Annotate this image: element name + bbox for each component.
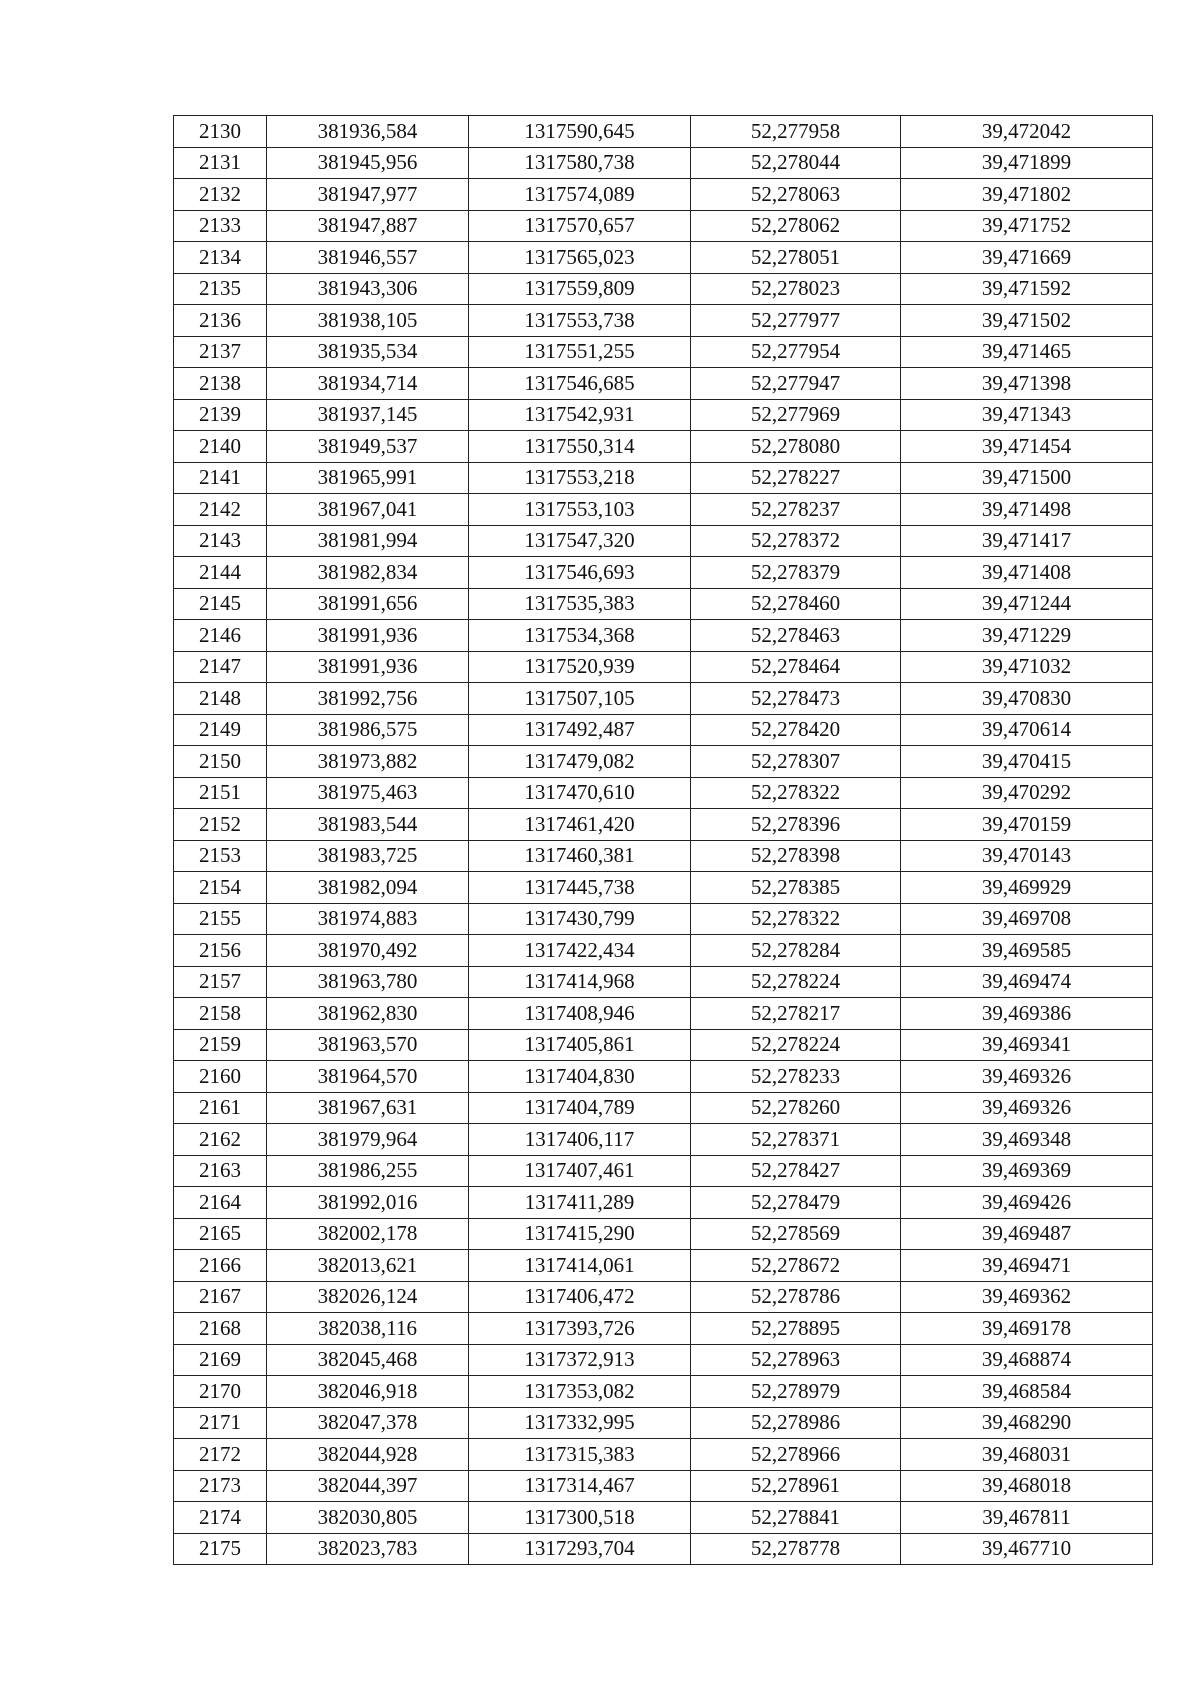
longitude-cell: 39,469386 — [901, 998, 1153, 1030]
y-coordinate-cell: 1317353,082 — [469, 1376, 691, 1408]
longitude-cell: 39,469178 — [901, 1313, 1153, 1345]
table-row — [174, 651, 1153, 683]
y-coordinate-cell: 1317590,645 — [469, 116, 691, 148]
longitude-cell: 39,470415 — [901, 746, 1153, 778]
point-number-cell: 2148 — [174, 683, 267, 715]
y-coordinate-cell: 1317300,518 — [469, 1502, 691, 1534]
longitude-cell: 39,471343 — [901, 399, 1153, 431]
longitude-cell: 39,471752 — [901, 210, 1153, 242]
longitude-cell: 39,471408 — [901, 557, 1153, 589]
table-row — [174, 242, 1153, 274]
x-coordinate-cell: 381945,956 — [267, 147, 469, 179]
latitude-cell: 52,278233 — [691, 1061, 901, 1093]
x-coordinate-cell: 381934,714 — [267, 368, 469, 400]
y-coordinate-cell: 1317542,931 — [469, 399, 691, 431]
y-coordinate-cell: 1317553,103 — [469, 494, 691, 526]
table-row — [174, 872, 1153, 904]
y-coordinate-cell: 1317470,610 — [469, 777, 691, 809]
table-row — [174, 1313, 1153, 1345]
latitude-cell: 52,278284 — [691, 935, 901, 967]
longitude-cell: 39,471398 — [901, 368, 1153, 400]
x-coordinate-cell: 381947,977 — [267, 179, 469, 211]
table-row — [174, 1533, 1153, 1565]
point-number-cell: 2159 — [174, 1029, 267, 1061]
point-number-cell: 2137 — [174, 336, 267, 368]
latitude-cell: 52,278979 — [691, 1376, 901, 1408]
longitude-cell: 39,469326 — [901, 1092, 1153, 1124]
y-coordinate-cell: 1317461,420 — [469, 809, 691, 841]
table-row — [174, 116, 1153, 148]
x-coordinate-cell: 381965,991 — [267, 462, 469, 494]
coordinates-table — [173, 115, 1153, 1565]
y-coordinate-cell: 1317422,434 — [469, 935, 691, 967]
point-number-cell: 2152 — [174, 809, 267, 841]
latitude-cell: 52,278986 — [691, 1407, 901, 1439]
point-number-cell: 2141 — [174, 462, 267, 494]
x-coordinate-cell: 382023,783 — [267, 1533, 469, 1565]
y-coordinate-cell: 1317460,381 — [469, 840, 691, 872]
y-coordinate-cell: 1317411,289 — [469, 1187, 691, 1219]
latitude-cell: 52,278044 — [691, 147, 901, 179]
table-row — [174, 273, 1153, 305]
x-coordinate-cell: 381963,570 — [267, 1029, 469, 1061]
y-coordinate-cell: 1317407,461 — [469, 1155, 691, 1187]
point-number-cell: 2165 — [174, 1218, 267, 1250]
y-coordinate-cell: 1317414,968 — [469, 966, 691, 998]
point-number-cell: 2144 — [174, 557, 267, 589]
longitude-cell: 39,469326 — [901, 1061, 1153, 1093]
latitude-cell: 52,278841 — [691, 1502, 901, 1534]
table-row — [174, 746, 1153, 778]
latitude-cell: 52,278080 — [691, 431, 901, 463]
y-coordinate-cell: 1317430,799 — [469, 903, 691, 935]
table-row — [174, 1470, 1153, 1502]
table-row — [174, 1218, 1153, 1250]
y-coordinate-cell: 1317404,789 — [469, 1092, 691, 1124]
longitude-cell: 39,471592 — [901, 273, 1153, 305]
latitude-cell: 52,278322 — [691, 777, 901, 809]
y-coordinate-cell: 1317315,383 — [469, 1439, 691, 1471]
longitude-cell: 39,468584 — [901, 1376, 1153, 1408]
longitude-cell: 39,469426 — [901, 1187, 1153, 1219]
table-row — [174, 1281, 1153, 1313]
latitude-cell: 52,278895 — [691, 1313, 901, 1345]
point-number-cell: 2146 — [174, 620, 267, 652]
point-number-cell: 2171 — [174, 1407, 267, 1439]
x-coordinate-cell: 381937,145 — [267, 399, 469, 431]
table-row — [174, 1344, 1153, 1376]
longitude-cell: 39,471502 — [901, 305, 1153, 337]
x-coordinate-cell: 381986,575 — [267, 714, 469, 746]
x-coordinate-cell: 382002,178 — [267, 1218, 469, 1250]
point-number-cell: 2134 — [174, 242, 267, 274]
latitude-cell: 52,278396 — [691, 809, 901, 841]
table-row — [174, 305, 1153, 337]
longitude-cell: 39,471465 — [901, 336, 1153, 368]
longitude-cell: 39,469348 — [901, 1124, 1153, 1156]
latitude-cell: 52,278307 — [691, 746, 901, 778]
x-coordinate-cell: 381973,882 — [267, 746, 469, 778]
y-coordinate-cell: 1317492,487 — [469, 714, 691, 746]
table-row — [174, 525, 1153, 557]
y-coordinate-cell: 1317535,383 — [469, 588, 691, 620]
longitude-cell: 39,469487 — [901, 1218, 1153, 1250]
x-coordinate-cell: 381946,557 — [267, 242, 469, 274]
y-coordinate-cell: 1317393,726 — [469, 1313, 691, 1345]
table-row — [174, 966, 1153, 998]
x-coordinate-cell: 381991,656 — [267, 588, 469, 620]
table-row — [174, 399, 1153, 431]
point-number-cell: 2162 — [174, 1124, 267, 1156]
latitude-cell: 52,278463 — [691, 620, 901, 652]
latitude-cell: 52,278063 — [691, 179, 901, 211]
x-coordinate-cell: 381974,883 — [267, 903, 469, 935]
y-coordinate-cell: 1317314,467 — [469, 1470, 691, 1502]
latitude-cell: 52,278672 — [691, 1250, 901, 1282]
table-row — [174, 494, 1153, 526]
longitude-cell: 39,468290 — [901, 1407, 1153, 1439]
table-row — [174, 179, 1153, 211]
y-coordinate-cell: 1317293,704 — [469, 1533, 691, 1565]
latitude-cell: 52,278420 — [691, 714, 901, 746]
table-row — [174, 1376, 1153, 1408]
point-number-cell: 2138 — [174, 368, 267, 400]
point-number-cell: 2145 — [174, 588, 267, 620]
y-coordinate-cell: 1317570,657 — [469, 210, 691, 242]
point-number-cell: 2173 — [174, 1470, 267, 1502]
x-coordinate-cell: 381962,830 — [267, 998, 469, 1030]
table-row — [174, 683, 1153, 715]
point-number-cell: 2135 — [174, 273, 267, 305]
point-number-cell: 2174 — [174, 1502, 267, 1534]
longitude-cell: 39,469708 — [901, 903, 1153, 935]
y-coordinate-cell: 1317551,255 — [469, 336, 691, 368]
x-coordinate-cell: 381935,534 — [267, 336, 469, 368]
y-coordinate-cell: 1317479,082 — [469, 746, 691, 778]
x-coordinate-cell: 381983,544 — [267, 809, 469, 841]
longitude-cell: 39,470143 — [901, 840, 1153, 872]
table-row — [174, 431, 1153, 463]
x-coordinate-cell: 381992,016 — [267, 1187, 469, 1219]
latitude-cell: 52,278217 — [691, 998, 901, 1030]
latitude-cell: 52,278062 — [691, 210, 901, 242]
x-coordinate-cell: 381983,725 — [267, 840, 469, 872]
y-coordinate-cell: 1317546,685 — [469, 368, 691, 400]
x-coordinate-cell: 382046,918 — [267, 1376, 469, 1408]
table-row — [174, 368, 1153, 400]
x-coordinate-cell: 381963,780 — [267, 966, 469, 998]
point-number-cell: 2149 — [174, 714, 267, 746]
x-coordinate-cell: 381967,041 — [267, 494, 469, 526]
latitude-cell: 52,278464 — [691, 651, 901, 683]
x-coordinate-cell: 382030,805 — [267, 1502, 469, 1534]
latitude-cell: 52,278227 — [691, 462, 901, 494]
x-coordinate-cell: 381967,631 — [267, 1092, 469, 1124]
latitude-cell: 52,278963 — [691, 1344, 901, 1376]
point-number-cell: 2136 — [174, 305, 267, 337]
longitude-cell: 39,470292 — [901, 777, 1153, 809]
x-coordinate-cell: 381991,936 — [267, 651, 469, 683]
point-number-cell: 2167 — [174, 1281, 267, 1313]
longitude-cell: 39,471229 — [901, 620, 1153, 652]
point-number-cell: 2160 — [174, 1061, 267, 1093]
x-coordinate-cell: 381986,255 — [267, 1155, 469, 1187]
x-coordinate-cell: 382047,378 — [267, 1407, 469, 1439]
latitude-cell: 52,278778 — [691, 1533, 901, 1565]
latitude-cell: 52,278379 — [691, 557, 901, 589]
x-coordinate-cell: 382026,124 — [267, 1281, 469, 1313]
longitude-cell: 39,469369 — [901, 1155, 1153, 1187]
table-row — [174, 1155, 1153, 1187]
x-coordinate-cell: 381949,537 — [267, 431, 469, 463]
latitude-cell: 52,278371 — [691, 1124, 901, 1156]
table-row — [174, 998, 1153, 1030]
latitude-cell: 52,278051 — [691, 242, 901, 274]
x-coordinate-cell: 381938,105 — [267, 305, 469, 337]
point-number-cell: 2132 — [174, 179, 267, 211]
table-row — [174, 147, 1153, 179]
point-number-cell: 2172 — [174, 1439, 267, 1471]
x-coordinate-cell: 381991,936 — [267, 620, 469, 652]
point-number-cell: 2150 — [174, 746, 267, 778]
table-row — [174, 1187, 1153, 1219]
x-coordinate-cell: 381992,756 — [267, 683, 469, 715]
latitude-cell: 52,278224 — [691, 966, 901, 998]
x-coordinate-cell: 381982,094 — [267, 872, 469, 904]
point-number-cell: 2151 — [174, 777, 267, 809]
table-row — [174, 1502, 1153, 1534]
x-coordinate-cell: 381947,887 — [267, 210, 469, 242]
longitude-cell: 39,470159 — [901, 809, 1153, 841]
point-number-cell: 2164 — [174, 1187, 267, 1219]
point-number-cell: 2142 — [174, 494, 267, 526]
latitude-cell: 52,278473 — [691, 683, 901, 715]
longitude-cell: 39,471498 — [901, 494, 1153, 526]
longitude-cell: 39,469362 — [901, 1281, 1153, 1313]
longitude-cell: 39,471417 — [901, 525, 1153, 557]
point-number-cell: 2156 — [174, 935, 267, 967]
longitude-cell: 39,469474 — [901, 966, 1153, 998]
y-coordinate-cell: 1317406,117 — [469, 1124, 691, 1156]
y-coordinate-cell: 1317547,320 — [469, 525, 691, 557]
point-number-cell: 2168 — [174, 1313, 267, 1345]
table-row — [174, 935, 1153, 967]
latitude-cell: 52,277969 — [691, 399, 901, 431]
x-coordinate-cell: 381982,834 — [267, 557, 469, 589]
point-number-cell: 2154 — [174, 872, 267, 904]
point-number-cell: 2166 — [174, 1250, 267, 1282]
point-number-cell: 2158 — [174, 998, 267, 1030]
latitude-cell: 52,278023 — [691, 273, 901, 305]
longitude-cell: 39,468018 — [901, 1470, 1153, 1502]
table-row — [174, 777, 1153, 809]
latitude-cell: 52,277954 — [691, 336, 901, 368]
x-coordinate-cell: 382044,397 — [267, 1470, 469, 1502]
table-row — [174, 1407, 1153, 1439]
longitude-cell: 39,471802 — [901, 179, 1153, 211]
table-row — [174, 840, 1153, 872]
y-coordinate-cell: 1317553,738 — [469, 305, 691, 337]
point-number-cell: 2163 — [174, 1155, 267, 1187]
x-coordinate-cell: 382044,928 — [267, 1439, 469, 1471]
table-row — [174, 210, 1153, 242]
x-coordinate-cell: 382013,621 — [267, 1250, 469, 1282]
longitude-cell: 39,468874 — [901, 1344, 1153, 1376]
longitude-cell: 39,471669 — [901, 242, 1153, 274]
longitude-cell: 39,467811 — [901, 1502, 1153, 1534]
y-coordinate-cell: 1317405,861 — [469, 1029, 691, 1061]
latitude-cell: 52,278322 — [691, 903, 901, 935]
x-coordinate-cell: 381936,584 — [267, 116, 469, 148]
x-coordinate-cell: 381964,570 — [267, 1061, 469, 1093]
point-number-cell: 2161 — [174, 1092, 267, 1124]
y-coordinate-cell: 1317553,218 — [469, 462, 691, 494]
longitude-cell: 39,469585 — [901, 935, 1153, 967]
latitude-cell: 52,278966 — [691, 1439, 901, 1471]
point-number-cell: 2143 — [174, 525, 267, 557]
y-coordinate-cell: 1317408,946 — [469, 998, 691, 1030]
x-coordinate-cell: 381981,994 — [267, 525, 469, 557]
point-number-cell: 2169 — [174, 1344, 267, 1376]
point-number-cell: 2170 — [174, 1376, 267, 1408]
longitude-cell: 39,471454 — [901, 431, 1153, 463]
y-coordinate-cell: 1317546,693 — [469, 557, 691, 589]
longitude-cell: 39,469471 — [901, 1250, 1153, 1282]
longitude-cell: 39,471899 — [901, 147, 1153, 179]
y-coordinate-cell: 1317534,368 — [469, 620, 691, 652]
table-row — [174, 1092, 1153, 1124]
y-coordinate-cell: 1317520,939 — [469, 651, 691, 683]
y-coordinate-cell: 1317414,061 — [469, 1250, 691, 1282]
table-row — [174, 1250, 1153, 1282]
longitude-cell: 39,471244 — [901, 588, 1153, 620]
y-coordinate-cell: 1317550,314 — [469, 431, 691, 463]
table-row — [174, 620, 1153, 652]
point-number-cell: 2131 — [174, 147, 267, 179]
point-number-cell: 2133 — [174, 210, 267, 242]
table-row — [174, 903, 1153, 935]
x-coordinate-cell: 382038,116 — [267, 1313, 469, 1345]
y-coordinate-cell: 1317332,995 — [469, 1407, 691, 1439]
latitude-cell: 52,278786 — [691, 1281, 901, 1313]
latitude-cell: 52,278569 — [691, 1218, 901, 1250]
x-coordinate-cell: 381970,492 — [267, 935, 469, 967]
y-coordinate-cell: 1317507,105 — [469, 683, 691, 715]
longitude-cell: 39,469929 — [901, 872, 1153, 904]
latitude-cell: 52,277977 — [691, 305, 901, 337]
x-coordinate-cell: 382045,468 — [267, 1344, 469, 1376]
latitude-cell: 52,278961 — [691, 1470, 901, 1502]
point-number-cell: 2140 — [174, 431, 267, 463]
coordinates-table-body — [174, 116, 1153, 1565]
latitude-cell: 52,278372 — [691, 525, 901, 557]
point-number-cell: 2175 — [174, 1533, 267, 1565]
y-coordinate-cell: 1317415,290 — [469, 1218, 691, 1250]
longitude-cell: 39,471500 — [901, 462, 1153, 494]
latitude-cell: 52,278427 — [691, 1155, 901, 1187]
table-row — [174, 714, 1153, 746]
y-coordinate-cell: 1317445,738 — [469, 872, 691, 904]
x-coordinate-cell: 381943,306 — [267, 273, 469, 305]
point-number-cell: 2157 — [174, 966, 267, 998]
x-coordinate-cell: 381975,463 — [267, 777, 469, 809]
latitude-cell: 52,278237 — [691, 494, 901, 526]
point-number-cell: 2139 — [174, 399, 267, 431]
longitude-cell: 39,470614 — [901, 714, 1153, 746]
latitude-cell: 52,277947 — [691, 368, 901, 400]
y-coordinate-cell: 1317580,738 — [469, 147, 691, 179]
latitude-cell: 52,278385 — [691, 872, 901, 904]
table-row — [174, 588, 1153, 620]
table-row — [174, 336, 1153, 368]
point-number-cell: 2147 — [174, 651, 267, 683]
table-row — [174, 1029, 1153, 1061]
table-row — [174, 1061, 1153, 1093]
y-coordinate-cell: 1317565,023 — [469, 242, 691, 274]
longitude-cell: 39,471032 — [901, 651, 1153, 683]
table-row — [174, 462, 1153, 494]
longitude-cell: 39,468031 — [901, 1439, 1153, 1471]
point-number-cell: 2155 — [174, 903, 267, 935]
latitude-cell: 52,277958 — [691, 116, 901, 148]
latitude-cell: 52,278460 — [691, 588, 901, 620]
table-row — [174, 809, 1153, 841]
y-coordinate-cell: 1317372,913 — [469, 1344, 691, 1376]
latitude-cell: 52,278479 — [691, 1187, 901, 1219]
table-row — [174, 557, 1153, 589]
longitude-cell: 39,467710 — [901, 1533, 1153, 1565]
x-coordinate-cell: 381979,964 — [267, 1124, 469, 1156]
longitude-cell: 39,470830 — [901, 683, 1153, 715]
y-coordinate-cell: 1317559,809 — [469, 273, 691, 305]
y-coordinate-cell: 1317406,472 — [469, 1281, 691, 1313]
longitude-cell: 39,469341 — [901, 1029, 1153, 1061]
latitude-cell: 52,278398 — [691, 840, 901, 872]
y-coordinate-cell: 1317574,089 — [469, 179, 691, 211]
y-coordinate-cell: 1317404,830 — [469, 1061, 691, 1093]
point-number-cell: 2153 — [174, 840, 267, 872]
latitude-cell: 52,278224 — [691, 1029, 901, 1061]
latitude-cell: 52,278260 — [691, 1092, 901, 1124]
longitude-cell: 39,472042 — [901, 116, 1153, 148]
point-number-cell: 2130 — [174, 116, 267, 148]
table-row — [174, 1439, 1153, 1471]
table-row — [174, 1124, 1153, 1156]
